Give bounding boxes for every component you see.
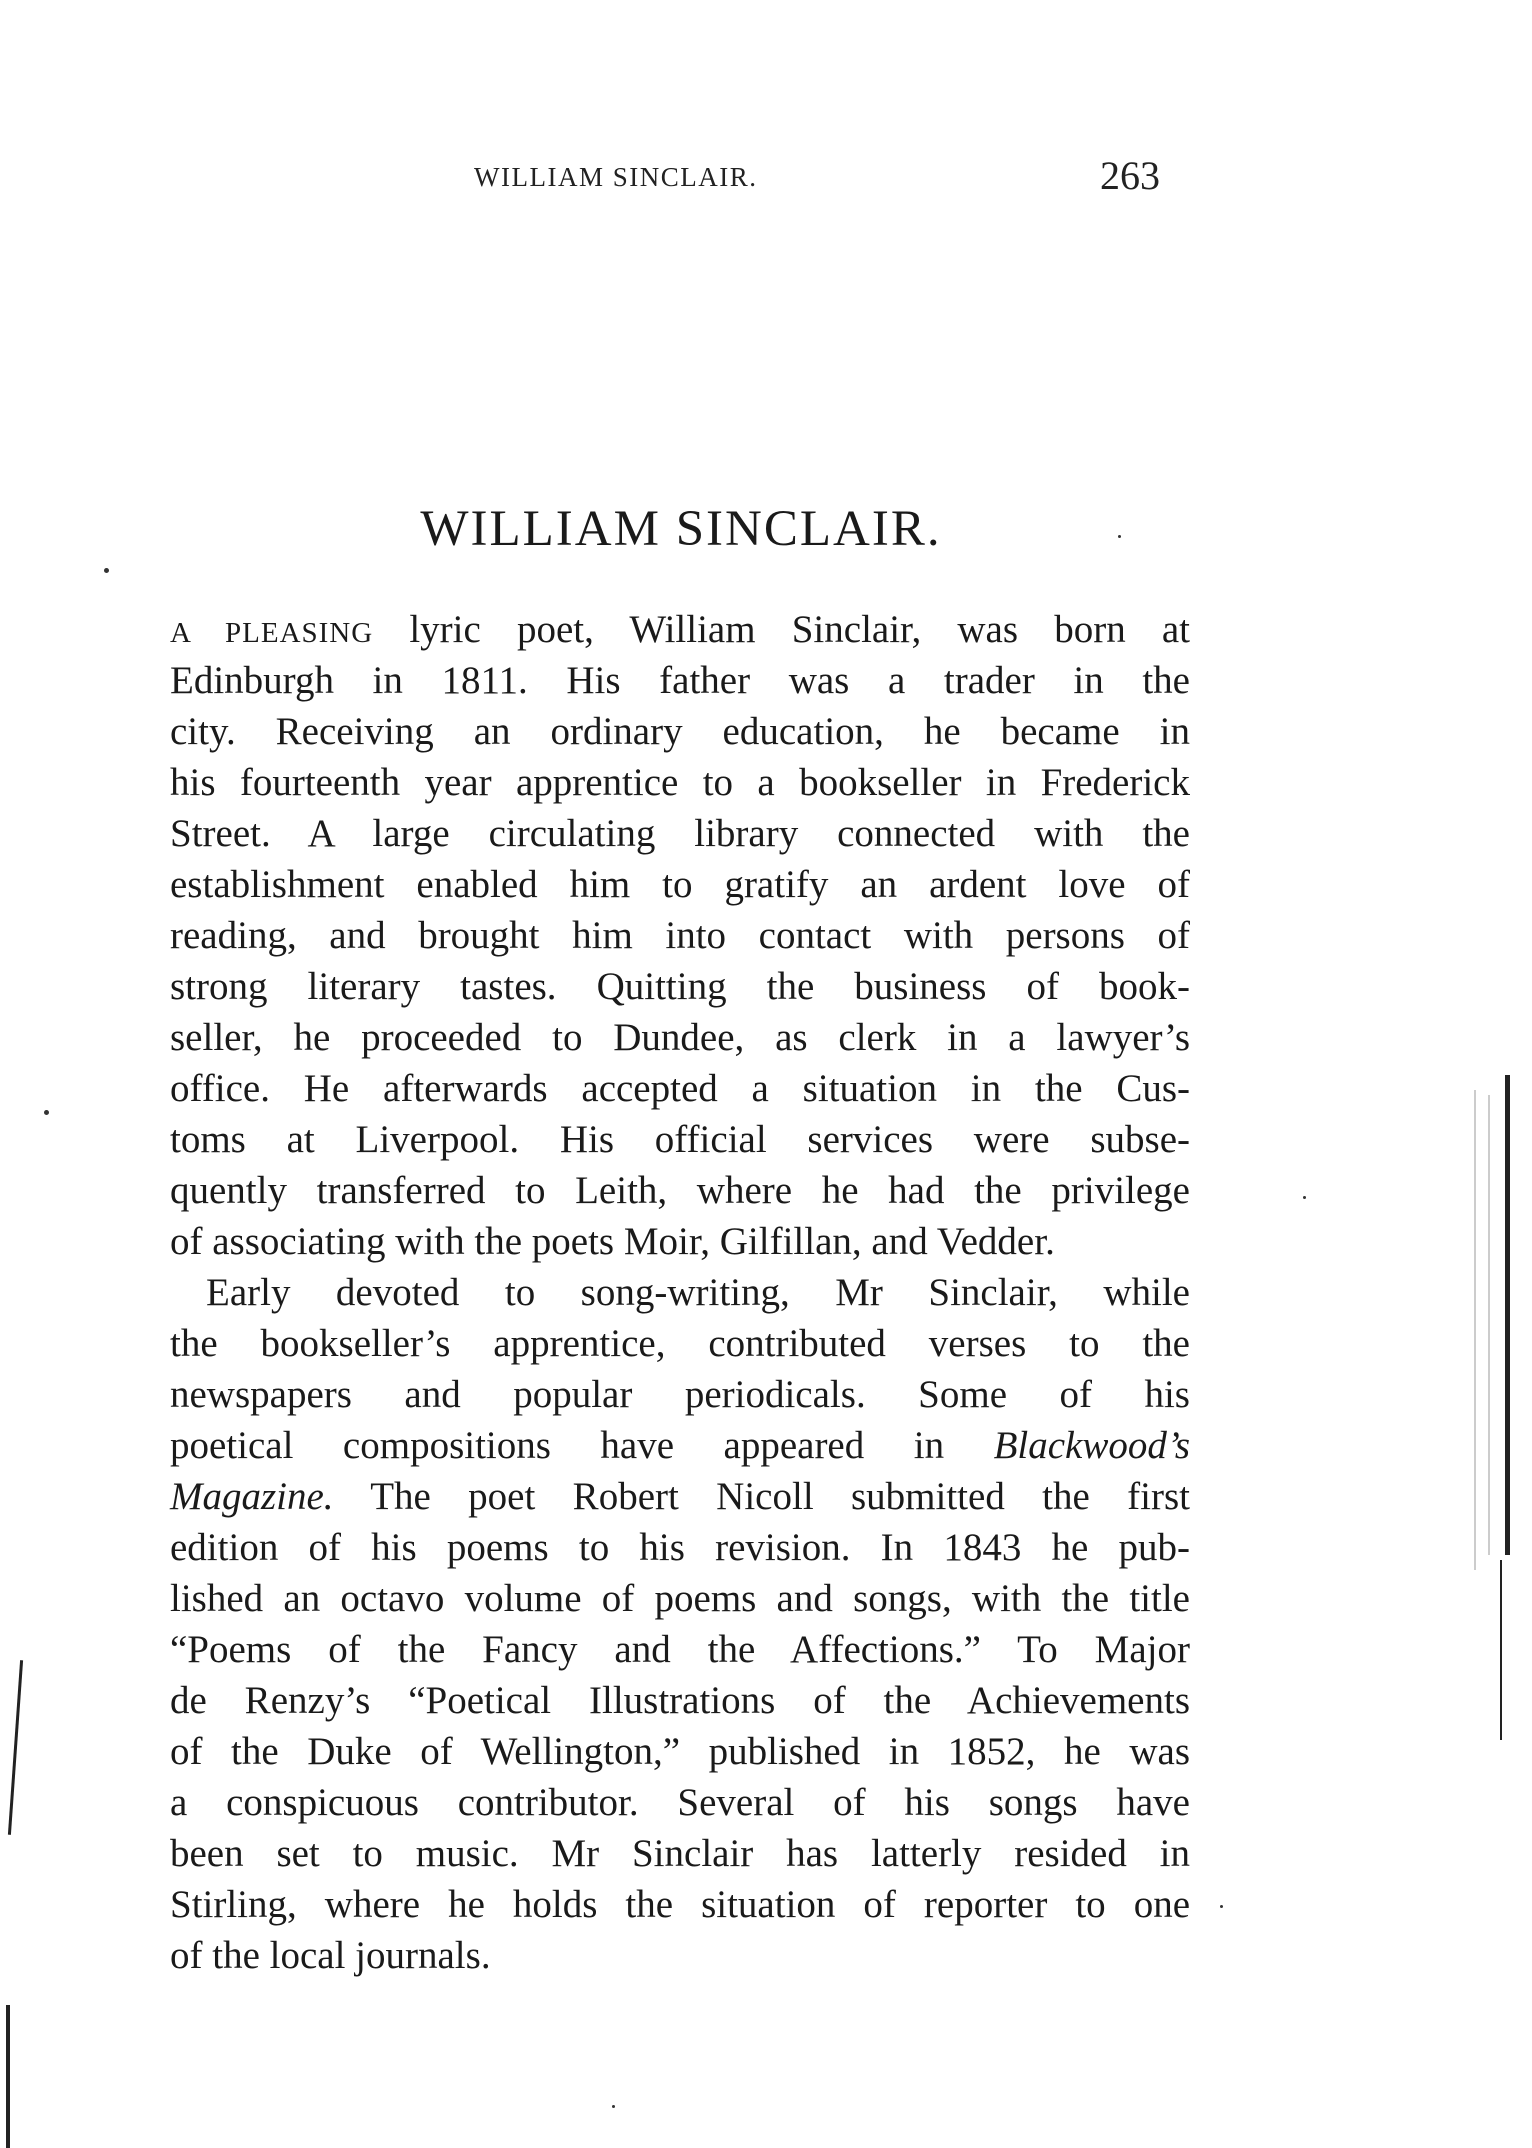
scan-speck xyxy=(1220,1905,1223,1908)
paragraph-1-line: Edinburgh in 1811. His father was a trader in the xyxy=(170,659,1190,702)
paragraph-1-line: of associating with the poets Moir, Gilfillan, and Vedder. xyxy=(170,1220,1055,1263)
scan-speck xyxy=(104,568,109,573)
paragraph-2-line: poetical compositions have appeared in Blackwood’s xyxy=(170,1424,1190,1467)
paragraph-2-line: newspapers and popular periodicals. Some of his xyxy=(170,1373,1190,1416)
paragraph-1-line: seller, he proceeded to Dundee, as clerk in a lawyer’s xyxy=(170,1016,1190,1059)
paragraph-2-line: Magazine. The poet Robert Nicoll submitted the first xyxy=(170,1475,1190,1518)
scan-speck xyxy=(44,1110,49,1115)
paragraph-1-line: toms at Liverpool. His official services were subse- xyxy=(170,1118,1190,1161)
paragraph-1-line: strong literary tastes. Quitting the business of book- xyxy=(170,965,1190,1008)
paragraph-2-line: edition of his poems to his revision. In 1843 he pub- xyxy=(170,1526,1190,1569)
paragraph-2-line: “Poems of the Fancy and the Affections.” To Major xyxy=(170,1628,1190,1671)
scan-mark-right xyxy=(1505,1075,1510,1555)
paragraph-1-line: A PLEASING lyric poet, William Sinclair, was born at xyxy=(170,608,1191,651)
page-number: 263 xyxy=(1100,153,1160,198)
chapter-title: WILLIAM SINCLAIR. xyxy=(420,501,942,557)
paragraph-2-line: Stirling, where he holds the situation of reporter to one xyxy=(170,1883,1190,1926)
paragraph-2-line: of the local journals. xyxy=(170,1934,491,1977)
paragraph-1-line: establishment enabled him to gratify an ardent love of xyxy=(170,863,1190,906)
scan-speck xyxy=(612,2105,615,2108)
paragraph-1-line: Street. A large circulating library connected with the xyxy=(170,812,1190,855)
paragraph-2-line: a conspicuous contributor. Several of his songs have xyxy=(170,1781,1190,1824)
scan-speck xyxy=(1118,535,1121,538)
paragraph-2-line: lished an octavo volume of poems and songs, with the title xyxy=(170,1577,1190,1620)
small-caps-lead: A PLEASING xyxy=(170,617,374,649)
paragraph-2-line: de Renzy’s “Poetical Illustrations of the Achievements xyxy=(170,1679,1190,1722)
paragraph-1-line: quently transferred to Leith, where he had the privilege xyxy=(170,1169,1190,1212)
scan-speck xyxy=(1303,1196,1306,1199)
scan-ghost-right xyxy=(1474,1090,1476,1570)
scan-mark-left-bottom xyxy=(6,2005,10,2148)
paragraph-2-line: been set to music. Mr Sinclair has latterly resided in xyxy=(170,1832,1190,1875)
magazine-title: Blackwood’s xyxy=(993,1424,1190,1467)
scan-mark-right-lower xyxy=(1500,1560,1502,1740)
running-head: WILLIAM SINCLAIR. xyxy=(474,162,758,192)
body-text xyxy=(170,604,1190,1981)
paragraph-2-line: Early devoted to song-writing, Mr Sinclair, while xyxy=(206,1271,1190,1314)
scan-ghost-right-2 xyxy=(1488,1095,1490,1555)
paragraph-1-line: office. He afterwards accepted a situation in the Cus- xyxy=(170,1067,1190,1110)
paragraph-1-line: city. Receiving an ordinary education, he became in xyxy=(170,710,1190,753)
paragraph-2-line: the bookseller’s apprentice, contributed verses to the xyxy=(170,1322,1190,1365)
paragraph-2-line: of the Duke of Wellington,” published in 1852, he was xyxy=(170,1730,1190,1773)
magazine-title-cont: Magazine. xyxy=(170,1475,334,1518)
paragraph-1-line: reading, and brought him into contact with persons of xyxy=(170,914,1190,957)
scan-mark-left xyxy=(8,1660,23,1835)
paragraph-1-line: his fourteenth year apprentice to a bookseller in Frederick xyxy=(170,761,1190,804)
